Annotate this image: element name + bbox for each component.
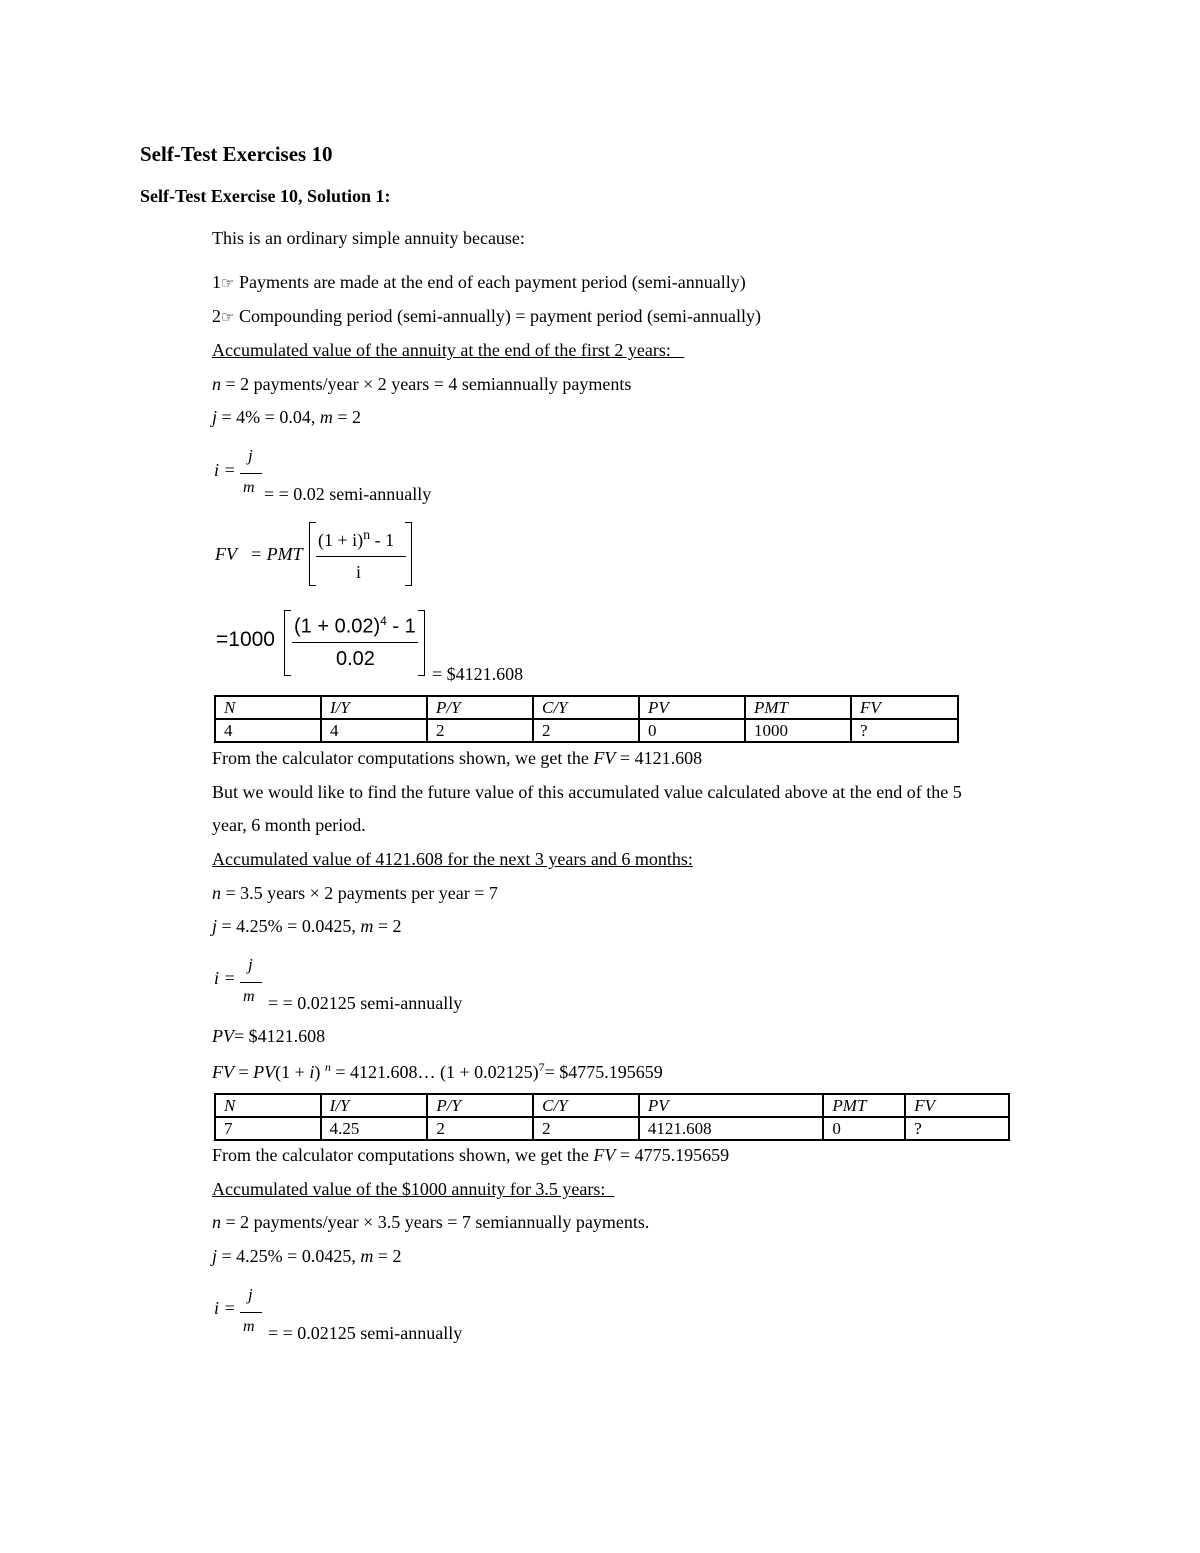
part3-m-denominator: m [243, 1318, 255, 1335]
right-bracket [418, 610, 425, 676]
table-header-cell: I/Y [321, 1094, 428, 1117]
part1-j-numerator: j [248, 446, 253, 465]
fraction-bar [240, 473, 262, 474]
table-cell: 2 [533, 719, 639, 742]
fraction-bar [240, 1312, 262, 1313]
table-header-cell: FV [851, 696, 958, 719]
page-title: Self-Test Exercises 10 [140, 142, 333, 166]
part3-i-result: = = 0.02125 semi-annually [268, 1323, 463, 1343]
left-bracket [309, 522, 316, 586]
table-cell: 2 [427, 1117, 533, 1140]
reason-number: 2 [212, 306, 221, 326]
table-cell: 2 [427, 719, 533, 742]
part1-n-line: n = 2 payments/year × 2 years = 4 semiannually payments [212, 374, 632, 394]
table-cell: ? [905, 1117, 1009, 1140]
table-header-cell: C/Y [533, 696, 639, 719]
table-row [215, 719, 958, 742]
table1-conclusion: From the calculator computations shown, we get the FV = 4121.608 [212, 748, 703, 768]
table-cell: 1000 [745, 719, 851, 742]
fv-formula-numerator: $(1 + i)^n - 1$ [318, 528, 395, 550]
table-header-cell: P/Y [427, 1094, 533, 1117]
part3-heading: Accumulated value of the $1000 annuity for 3.5 years: [212, 1179, 606, 1199]
part2-heading: Accumulated value of 4121.608 for the next 3 years and 6 months: [212, 849, 693, 869]
table-header-cell: FV [905, 1094, 1009, 1117]
table-header-cell: N [215, 1094, 321, 1117]
part3-j-numerator: j [248, 1285, 253, 1304]
part2-j-numerator: j [248, 955, 253, 974]
table-header-cell: PMT [745, 696, 851, 719]
reason-text: Payments are made at the end of each payment period (semi-annually) [238, 272, 746, 292]
part1-i-label: i = [214, 460, 236, 480]
reason-item [212, 272, 746, 293]
fv-formula-eq: = PMT [250, 544, 303, 564]
part1-heading: Accumulated value of the annuity at the end of the first 2 years: [212, 340, 671, 360]
fraction-bar [240, 982, 262, 983]
table-header-cell: PMT [823, 1094, 905, 1117]
left-bracket [284, 610, 291, 676]
fraction-bar [292, 642, 418, 643]
fraction-bar [316, 556, 406, 557]
table-header-cell: N [215, 696, 321, 719]
fv-sub-result: = $4121.608 [432, 664, 524, 684]
part2-i-result: = = 0.02125 semi-annually [268, 993, 463, 1013]
part3-n-line: n = 2 payments/year × 3.5 years = 7 semiannually payments. [212, 1212, 650, 1232]
reason-text: Compounding period (semi-annually) = payment period (semi-annually) [238, 306, 761, 326]
fv-formula-denominator: i [356, 562, 362, 582]
table2-conclusion: From the calculator computations shown, we get the FV = 4775.195659 [212, 1145, 730, 1165]
table-header-cell: C/Y [533, 1094, 639, 1117]
table-cell: 4 [215, 719, 321, 742]
right-bracket [405, 522, 412, 586]
calculator-table-1 [214, 695, 959, 743]
table-cell: 4121.608 [639, 1117, 824, 1140]
table-header-cell: P/Y [427, 696, 533, 719]
reason-item [212, 306, 761, 327]
fv-sub-numerator: $(1 + 0.02)^4 - 1$ [294, 614, 416, 638]
table-cell: 7 [215, 1117, 321, 1140]
table-cell: 0 [823, 1117, 905, 1140]
part2-pv-line: PV= $4121.608 [212, 1026, 326, 1046]
part3-j-line: j = 4.25% = 0.0425, m = 2 [212, 1246, 402, 1266]
part1-i-result: = = 0.02 semi-annually [264, 484, 432, 504]
fv-formula-lhs: FV [215, 544, 237, 564]
part3-i-label: i = [214, 1298, 236, 1318]
part2-i-label: i = [214, 968, 236, 988]
part2-m-denominator: m [243, 988, 255, 1005]
table-header-cell: PV [639, 696, 745, 719]
but-line-1: But we would like to find the future value of this accumulated value calculated above at the end of the 5 [212, 782, 962, 802]
table-row [215, 1117, 1009, 1140]
table-cell: 4.25 [321, 1117, 428, 1140]
reason-number: 1 [212, 272, 221, 292]
section-subtitle: Self-Test Exercise 10, Solution 1: [140, 186, 391, 206]
part1-m-denominator: m [243, 479, 255, 496]
table-cell: 0 [639, 719, 745, 742]
fv-sub-eq: =1000 [216, 628, 275, 651]
but-line-2: year, 6 month period. [212, 815, 366, 835]
hand-pointer-icon: ☞ [221, 276, 235, 292]
table-header-row [215, 1094, 1009, 1117]
fv-sub-denominator: 0.02 [336, 648, 375, 670]
hand-pointer-icon: ☞ [221, 310, 235, 326]
calculator-table-2 [214, 1093, 1010, 1141]
part2-n-line: n = 3.5 years × 2 payments per year = 7 [212, 883, 498, 903]
table-cell: 2 [533, 1117, 639, 1140]
table-header-cell: PV [639, 1094, 824, 1117]
table-header-row [215, 696, 958, 719]
table-cell: ? [851, 719, 958, 742]
table-header-cell: I/Y [321, 696, 427, 719]
part2-j-line: j = 4.25% = 0.0425, m = 2 [212, 916, 402, 936]
intro-text: This is an ordinary simple annuity because: [212, 228, 525, 248]
table-cell: 4 [321, 719, 427, 742]
part2-fv-line: FV = PV(1 + i) $^n$ = 4121.608… $(1 + 0.02125)^7=$ $4775.195659 [212, 1060, 663, 1082]
part1-j-line: j = 4% = 0.04, m = 2 [212, 407, 361, 427]
